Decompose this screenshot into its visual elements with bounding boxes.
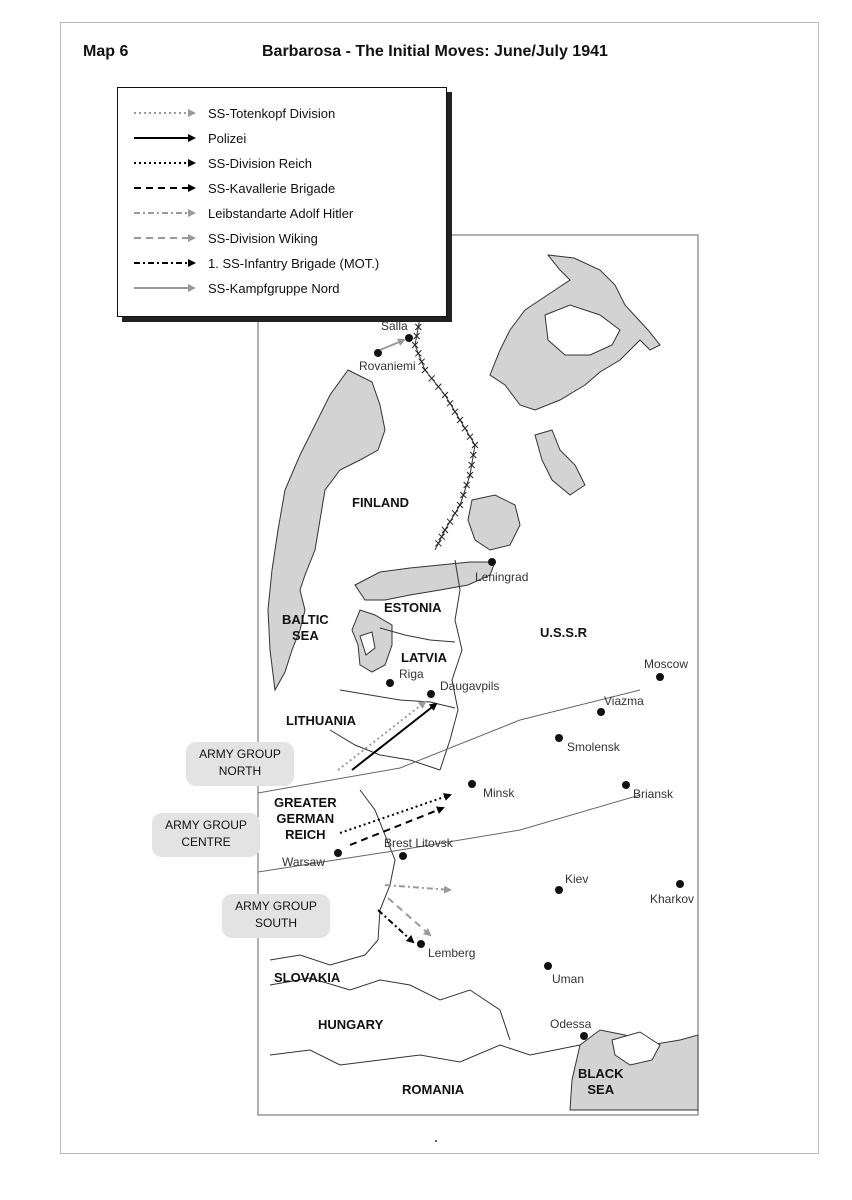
- city-dot-warsaw: [334, 849, 342, 857]
- legend-label: Leibstandarte Adolf Hitler: [208, 205, 354, 221]
- label-hungary: HUNGARY: [318, 1017, 384, 1032]
- label-lemberg: Lemberg: [428, 946, 476, 960]
- city-dot-viazma: [597, 708, 605, 716]
- label-brest-litovsk: Brest Litovsk: [384, 836, 453, 850]
- label-baltic-sea-line2: SEA: [291, 628, 319, 643]
- legend-line-totenkopf: [132, 107, 198, 119]
- legend-item: [132, 102, 335, 124]
- label-viazma: Viazma: [604, 694, 644, 708]
- city-dot-lemberg: [417, 940, 425, 948]
- label-odessa: Odessa: [550, 1017, 592, 1031]
- label-black-sea-line1: BLACK: [578, 1066, 624, 1081]
- label-rovaniemi: Rovaniemi: [359, 359, 416, 373]
- label-salla: Salla: [381, 319, 408, 333]
- label-black-sea-line2: SEA: [587, 1082, 615, 1097]
- city-dot-smolensk: [555, 734, 563, 742]
- label-reich-line1: GREATER: [274, 795, 337, 810]
- army-group-centre-line1: ARMY GROUP: [165, 818, 247, 832]
- city-dot-briansk: [622, 781, 630, 789]
- label-estonia: ESTONIA: [384, 600, 442, 615]
- legend-label: SS-Division Reich: [208, 155, 313, 171]
- city-dot-brest-litovsk: [399, 852, 407, 860]
- army-group-north-line1: ARMY GROUP: [199, 747, 281, 761]
- army-group-south-line1: ARMY GROUP: [235, 899, 317, 913]
- legend-line-kampfgruppe-nord: [132, 282, 198, 294]
- label-ussr: U.S.S.R: [540, 625, 587, 640]
- map-title: Barbarosa - The Initial Moves: June/July 1941: [262, 43, 608, 60]
- label-briansk: Briansk: [633, 787, 674, 801]
- legend-line-infantry-brigade: [132, 257, 198, 269]
- city-dot-leningrad: [488, 558, 496, 566]
- city-dot-daugavpils: [427, 690, 435, 698]
- city-dot-uman: [544, 962, 552, 970]
- legend-item: [132, 177, 335, 199]
- city-dot-kharkov: [676, 880, 684, 888]
- legend-line-polizei: [132, 132, 198, 144]
- city-dot-moscow: [656, 673, 664, 681]
- label-minsk: Minsk: [483, 786, 515, 800]
- city-dot-salla: [405, 334, 413, 342]
- label-black-sea: [578, 1066, 624, 1098]
- label-finland: FINLAND: [352, 495, 410, 510]
- label-uman: Uman: [552, 972, 585, 986]
- label-leningrad: Leningrad: [475, 570, 529, 584]
- legend-item: [132, 202, 353, 224]
- city-dot-minsk: [468, 780, 476, 788]
- label-warsaw: Warsaw: [282, 855, 325, 869]
- army-group-north: [186, 742, 294, 786]
- label-greater-german-reich: [274, 795, 337, 843]
- legend: [117, 87, 447, 317]
- legend-label: SS-Kavallerie Brigade: [208, 180, 336, 196]
- label-reich-line3: REICH: [285, 827, 326, 842]
- label-daugavpils: Daugavpils: [440, 679, 500, 693]
- label-slovakia: SLOVAKIA: [274, 970, 341, 985]
- map-number: Map 6: [83, 43, 129, 60]
- legend-line-reich: [132, 157, 198, 169]
- label-smolensk: Smolensk: [567, 740, 620, 754]
- city-dot-kiev: [555, 886, 563, 894]
- legend-label: SS-Kampfgruppe Nord: [208, 280, 340, 296]
- label-reich-line2: GERMAN: [276, 811, 335, 826]
- city-dot-odessa: [580, 1032, 588, 1040]
- legend-line-kavallerie: [132, 182, 198, 194]
- label-baltic-sea-line1: BALTIC: [282, 612, 329, 627]
- label-latvia: LATVIA: [401, 650, 447, 665]
- army-group-south-line2: SOUTH: [255, 916, 297, 930]
- legend-item: [132, 252, 379, 274]
- page-mark: [435, 1140, 437, 1142]
- legend-item: [132, 152, 312, 174]
- legend-item: [132, 127, 246, 149]
- legend-line-leibstandarte: [132, 207, 198, 219]
- army-group-centre-line2: CENTRE: [181, 835, 231, 849]
- legend-item: [132, 227, 318, 249]
- legend-label: Polizei: [208, 130, 247, 146]
- legend-label: SS-Division Wiking: [208, 230, 318, 246]
- label-lithuania: LITHUANIA: [286, 713, 357, 728]
- label-baltic-sea: [282, 612, 329, 644]
- label-riga: Riga: [399, 667, 424, 681]
- legend-line-wiking: [132, 232, 198, 244]
- army-group-south: [222, 894, 330, 938]
- army-group-north-line2: NORTH: [218, 764, 262, 778]
- legend-item: [132, 277, 340, 299]
- label-moscow: Moscow: [644, 657, 689, 671]
- army-group-centre: [152, 813, 260, 857]
- label-romania: ROMANIA: [402, 1082, 465, 1097]
- label-kiev: Kiev: [565, 872, 589, 886]
- city-dot-riga: [386, 679, 394, 687]
- legend-label: SS-Totenkopf Division: [208, 105, 336, 121]
- label-kharkov: Kharkov: [650, 892, 695, 906]
- legend-label: 1. SS-Infantry Brigade (MOT.): [208, 255, 380, 271]
